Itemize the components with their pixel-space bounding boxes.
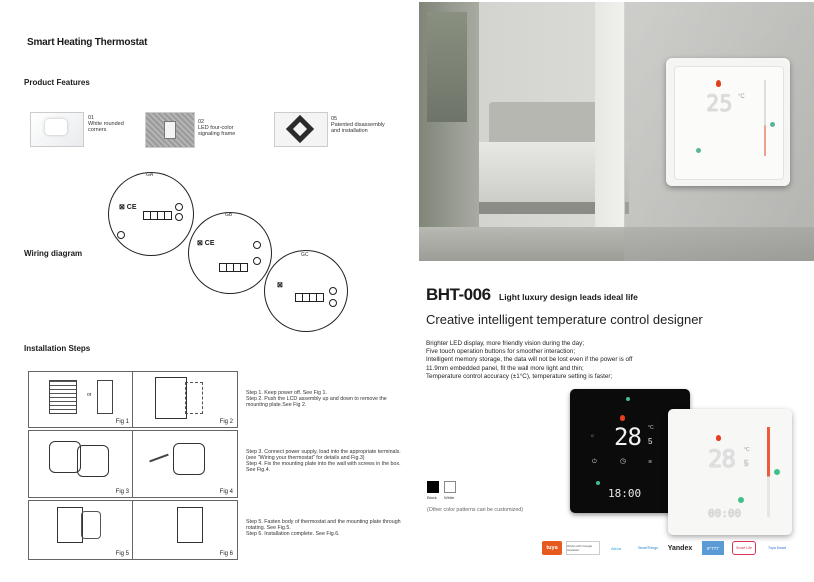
black-mode-icon: ☼ — [590, 433, 595, 439]
fig-5-label: Fig 5 — [115, 551, 129, 557]
wiring-heading: Wiring diagram — [24, 249, 83, 258]
desc-line-5: Temperature control accuracy (±1°C), temperature setting is faster; — [426, 372, 613, 380]
logo-yandex: Yandex — [667, 544, 693, 552]
wiring-diagram-gc — [264, 250, 348, 332]
white-temp-sub: 5 — [744, 459, 749, 468]
black-temp-unit: °C — [648, 425, 654, 431]
description — [426, 340, 686, 381]
white-leaf-icon — [774, 469, 780, 475]
features-heading: Product Features — [24, 78, 90, 87]
gb-ce-mark: ⊠ CE — [197, 240, 215, 247]
feature-1-text: White rounded corners — [88, 121, 124, 133]
black-temp: 28 — [614, 423, 641, 451]
fig-4 — [132, 430, 238, 498]
fig-6-label: Fig 6 — [219, 551, 233, 557]
wiring-label-gc: GC — [301, 252, 309, 258]
black-temp-sub: 5 — [648, 437, 653, 446]
fig-1-label: Fig 1 — [115, 419, 129, 425]
logo-smartthings: SmartThings — [638, 546, 658, 550]
white-clock: 00:00 — [708, 507, 742, 520]
swatch-black-label: Black — [427, 495, 437, 500]
photo-leaf-icon — [770, 122, 775, 127]
headline: Creative intelligent temperature control designer — [426, 312, 703, 327]
model-name: BHT-006 — [426, 285, 491, 304]
fig-4-label: Fig 4 — [219, 489, 233, 495]
step-1: Step 1. Keep power off. See Fig 1. — [246, 390, 327, 396]
step-5: Step 5. Fasten body of thermostat and the mounting plate through rotating. See Fig.5. — [246, 519, 401, 531]
feature-5-num: 05 — [331, 116, 338, 122]
desc-line-3: Intelligent memory storage, the data will not be lost even if the power is off — [426, 356, 633, 364]
install-heading: Installation Steps — [24, 344, 91, 353]
wiring-label-gb: GB — [225, 212, 233, 218]
black-wifi-icon — [626, 397, 630, 401]
fig-1: or Fig 1 — [28, 371, 134, 428]
swatch-white-label: White — [444, 495, 455, 500]
photo-flame-icon — [716, 80, 721, 87]
tagline: Light luxury design leads ideal life — [499, 292, 638, 302]
ga-ce-mark: ⊠ CE — [119, 204, 137, 211]
steps-3-4 — [246, 449, 406, 473]
step-4: Step 4. Fix the mounting plate into the wall with screws in the box. See Fig.4. — [246, 461, 401, 473]
step-6: Step 6. Installation complete. See Fig.6. — [246, 531, 340, 537]
fig-3 — [28, 430, 134, 498]
white-temp-unit: °C — [744, 447, 750, 453]
feature-image-led-frame — [145, 112, 195, 148]
feature-2-num: 02 — [198, 119, 205, 125]
black-wifi-status-icon: ≋ — [648, 459, 653, 465]
wiring-diagram-ga — [108, 172, 194, 256]
steps-1-2 — [246, 390, 406, 408]
black-leaf-icon — [596, 481, 600, 485]
fig-3-label: Fig 3 — [115, 489, 129, 495]
feature-image-disassembly — [274, 112, 328, 147]
black-power-icon: ⏻ — [592, 459, 597, 465]
photo-thermostat — [666, 58, 790, 186]
white-leaf-icon-2 — [738, 497, 744, 503]
logo-tuya: tuya — [542, 541, 562, 555]
left-page-title: Smart Heating Thermostat — [27, 37, 148, 48]
feature-5-text: Patented disassembly and installation — [331, 122, 385, 134]
feature-2-text: LED four-color signaling frame — [198, 125, 236, 137]
desc-line-1: Brighter LED display, more friendly vision during the day; — [426, 340, 585, 347]
step-2: Step 2. Push the LCD assembly up and down to remove the mounting plate.See Fig 2. — [246, 396, 387, 408]
white-temp: 28 — [708, 445, 735, 473]
logo-smart-life: Smart Life — [732, 541, 756, 555]
logo-ifttt: IFTTT — [702, 541, 724, 555]
white-thermostat — [668, 409, 792, 535]
fig-6 — [132, 500, 238, 560]
swatch-black — [427, 481, 439, 493]
step-3: Step 3. Connect power supply, load into the appropriate terminals.(see "Wiring your thermostat" for details and Fig.3) — [246, 449, 401, 461]
feature-image-rounded-corners — [30, 112, 84, 147]
black-clock-icon: ◷ — [620, 458, 627, 465]
gc-ce-mark: ⊠ — [277, 282, 283, 289]
custom-note: (Other color patterns can be customized) — [427, 507, 523, 513]
black-clock: 18:00 — [608, 487, 642, 500]
wiring-diagram-gb — [188, 212, 272, 294]
fig-2 — [132, 371, 238, 428]
desc-line-2: Five touch operation buttons for smoother interaction; — [426, 348, 576, 356]
fig-2-label: Fig 2 — [219, 419, 233, 425]
desc-line-4: 11.9mm embedded panel, fit the wall more light and thin; — [426, 364, 584, 372]
steps-5-6 — [246, 519, 406, 537]
logo-alexa: Alexa — [610, 545, 621, 551]
feature-1-num: 01 — [88, 115, 95, 121]
swatch-white — [444, 481, 456, 493]
black-flame-icon — [620, 415, 625, 421]
photo-temp: 25 — [706, 92, 733, 117]
photo-power-icon — [696, 148, 701, 153]
logo-tuya-smart: Tuya Smart — [768, 546, 786, 550]
wiring-label-ga: GA — [146, 172, 154, 178]
photo-temp-unit: °C — [738, 94, 745, 100]
fig-5 — [28, 500, 134, 560]
white-flame-icon — [716, 435, 721, 441]
logo-google-assistant: Works with Google Assistant — [566, 541, 600, 555]
